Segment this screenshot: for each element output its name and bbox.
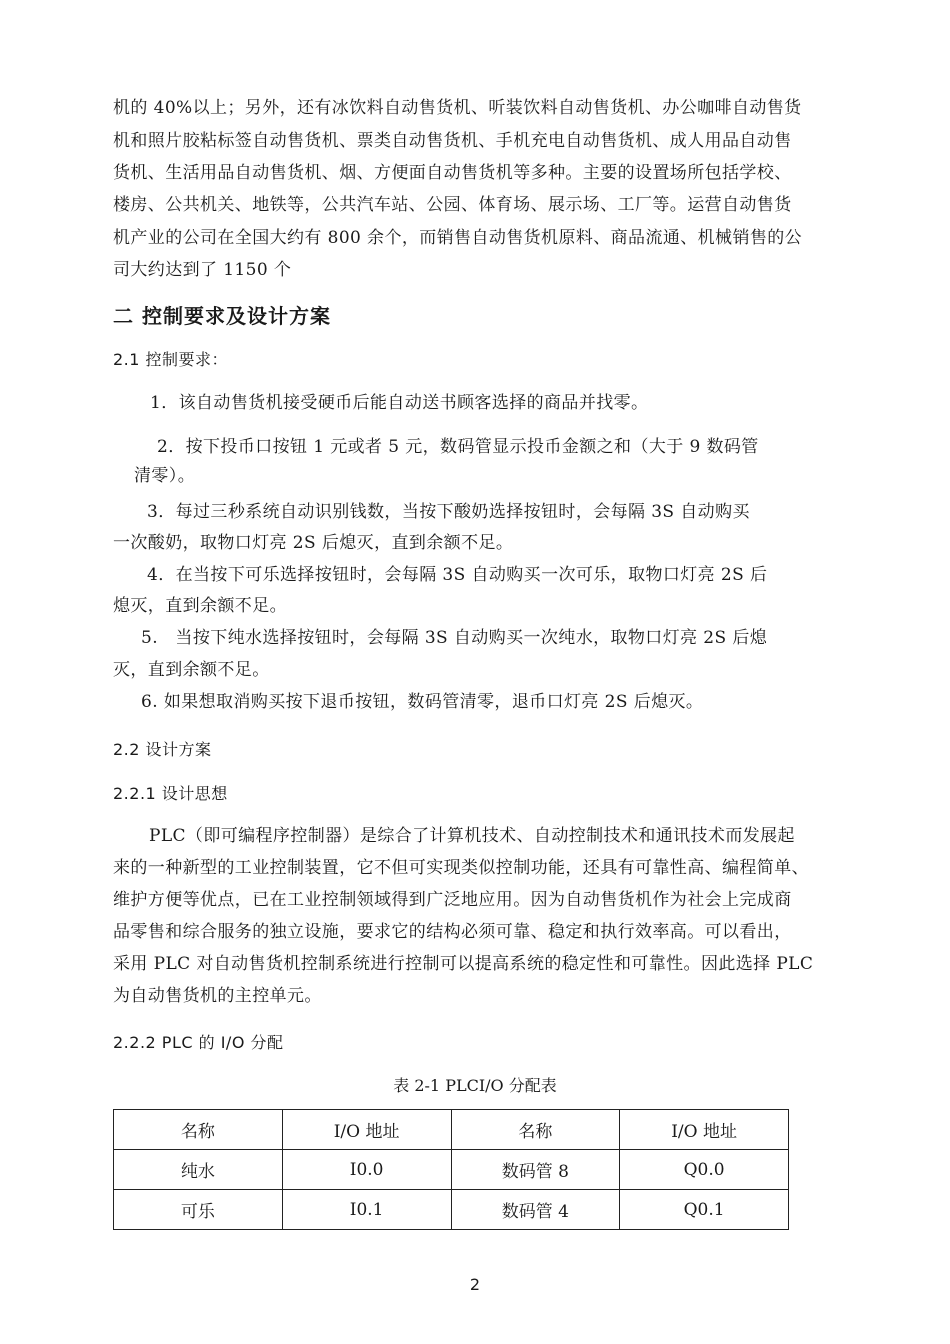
requirement-line: 熄灭，直到余额不足。 — [113, 596, 287, 616]
paragraph-line: 货机、生活用品自动售货机、烟、方便面自动售货机等多种。主要的设置场所包括学校、 — [113, 163, 792, 183]
table-header-cell: 名称 — [451, 1110, 620, 1150]
table-header-cell: 名称 — [114, 1110, 283, 1150]
paragraph-line: 机的 40%以上；另外，还有冰饮料自动售货机、听装饮料自动售货机、办公咖啡自动售货 — [113, 98, 802, 118]
paragraph-line: 楼房、公共机关、地铁等，公共汽车站、公园、体育场、展示场、工厂等。运营自动售货 — [113, 195, 792, 215]
table-cell: 数码管 8 — [451, 1150, 620, 1190]
page-number: 2 — [469, 1275, 481, 1294]
table-cell: 数码管 4 — [451, 1190, 620, 1230]
requirement-line: 一次酸奶，取物口灯亮 2S 后熄灭，直到余额不足。 — [113, 533, 514, 553]
paragraph-line: 机产业的公司在全国大约有 800 余个，而销售自动售货机原料、商品流通、机械销售的公 — [113, 228, 803, 248]
table-cell: I0.0 — [282, 1150, 451, 1190]
requirement-line: 1．该自动售货机接受硬币后能自动送书顾客选择的商品并找零。 — [150, 393, 649, 413]
requirement-line: 清零）。 — [134, 466, 196, 486]
table-cell: 可乐 — [114, 1190, 283, 1230]
subsection-heading-2-1: 2.1 控制要求： — [113, 350, 229, 369]
requirement-line: 3．每过三秒系统自动识别钱数，当按下酸奶选择按钮时，会每隔 3S 自动购买 — [147, 502, 750, 522]
paragraph-line: 品零售和综合服务的独立设施，要求它的结构必须可靠、稳定和执行效率高。可以看出， — [113, 922, 792, 942]
paragraph-line: 来的一种新型的工业控制装置，它不但可实现类似控制功能，还具有可靠性高、编程简单、 — [113, 858, 809, 878]
subsection-heading-2-2-1: 2.2.1 设计思想 — [113, 784, 228, 803]
section-heading: 二 控制要求及设计方案 — [113, 304, 331, 328]
table-row — [114, 1190, 789, 1230]
table-cell: Q0.1 — [620, 1190, 789, 1230]
table-header-row — [114, 1110, 789, 1150]
paragraph-line: 采用 PLC 对自动售货机控制系统进行控制可以提高系统的稳定性和可靠性。因此选择 PLC — [113, 954, 814, 974]
requirement-line: 2．按下投币口按钮 1 元或者 5 元，数码管显示投币金额之和（大于 9 数码管 — [157, 437, 759, 457]
table-cell: Q0.0 — [620, 1150, 789, 1190]
requirement-line: 6. 如果想取消购买按下退币按钮，数码管清零，退币口灯亮 2S 后熄灭。 — [141, 692, 704, 712]
table-header-cell: I/O 地址 — [620, 1110, 789, 1150]
requirement-line: 5. 当按下纯水选择按钮时，会每隔 3S 自动购买一次纯水，取物口灯亮 2S 后熄 — [141, 628, 768, 648]
table-cell: I0.1 — [282, 1190, 451, 1230]
paragraph-line: PLC（即可编程序控制器）是综合了计算机技术、自动控制技术和通讯技术而发展起 — [149, 826, 795, 846]
table-row — [114, 1150, 789, 1190]
paragraph-line: 机和照片胶粘标签自动售货机、票类自动售货机、手机充电自动售货机、成人用品自动售 — [113, 131, 792, 151]
table-header-cell: I/O 地址 — [282, 1110, 451, 1150]
subsection-heading-2-2: 2.2 设计方案 — [113, 740, 212, 759]
requirement-line: 灭，直到余额不足。 — [113, 660, 270, 680]
subsection-heading-2-2-2: 2.2.2 PLC 的 I/O 分配 — [113, 1033, 284, 1052]
paragraph-line: 维护方便等优点，已在工业控制领域得到广泛地应用。因为自动售货机作为社会上完成商 — [113, 890, 792, 910]
table-cell: 纯水 — [114, 1150, 283, 1190]
io-allocation-table — [113, 1109, 789, 1230]
requirement-line: 4．在当按下可乐选择按钮时，会每隔 3S 自动购买一次可乐，取物口灯亮 2S 后 — [147, 565, 768, 585]
paragraph-line: 司大约达到了 1150 个 — [113, 260, 292, 280]
paragraph-line: 为自动售货机的主控单元。 — [113, 986, 322, 1006]
table-caption: 表 2-1 PLCI/O 分配表 — [393, 1076, 557, 1095]
